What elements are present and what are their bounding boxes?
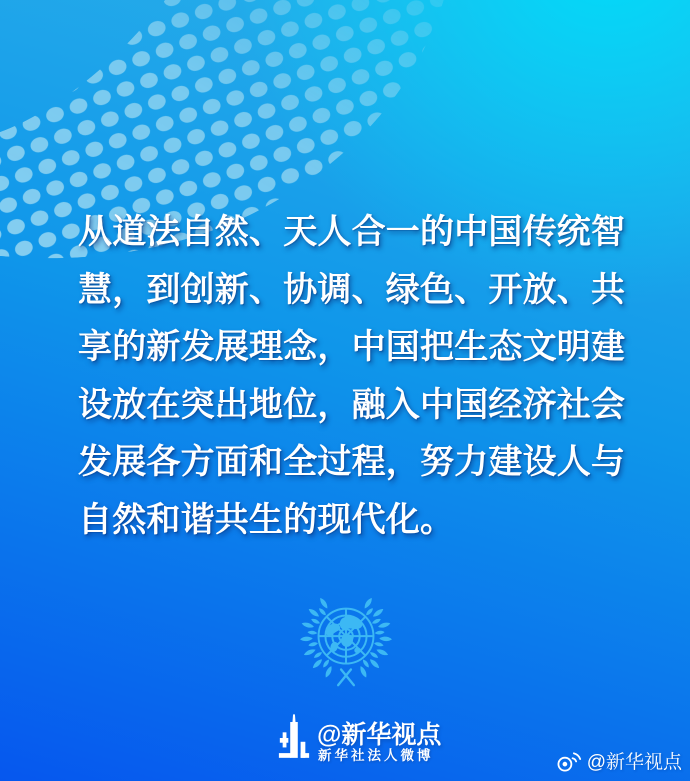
xinhua-subtitle-text: 新华社法人微博 (318, 748, 434, 763)
xinhua-handle-text: @新华视点 (317, 721, 442, 749)
xinhua-news-agency-logo-icon (277, 713, 311, 763)
quote-line: 慧，到创新、协调、绿色、开放、共 (78, 271, 626, 309)
quote-line: 从道法自然、天人合一的中国传统智 (78, 214, 626, 251)
weibo-watermark (555, 747, 682, 774)
quote-line: 设放在突出地位，融入中国经济社会 (78, 386, 626, 424)
un-emblem-icon (290, 591, 402, 693)
watermark-handle-text: @新华视点 (586, 752, 682, 773)
quote-text-block (78, 204, 644, 549)
quote-line: 发展各方面和全过程，努力建设人与 (78, 444, 626, 481)
quote-line: 自然和谐共生的现代化。 (78, 501, 455, 539)
quote-line: 享的新发展理念，中国把生态文明建 (78, 329, 626, 366)
weibo-icon (555, 749, 582, 773)
